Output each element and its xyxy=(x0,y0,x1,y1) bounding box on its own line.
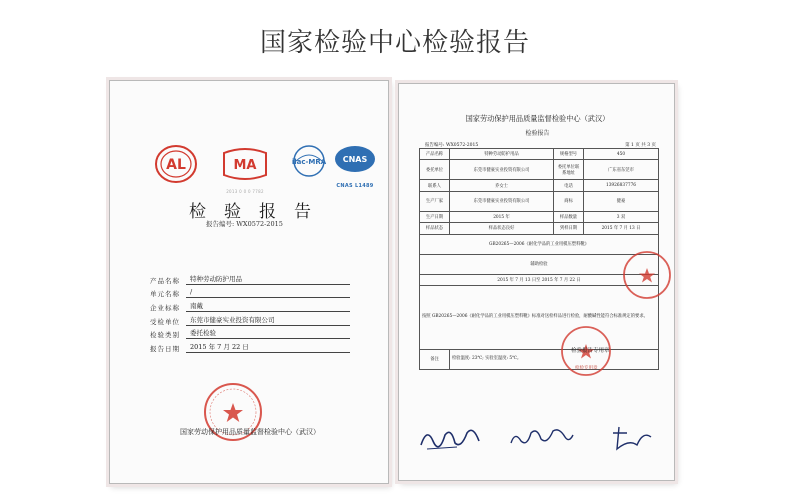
inspector-signature-icon xyxy=(607,423,657,457)
report-title: 检验报告 xyxy=(189,202,329,222)
result-sheet-title: 国家劳动保护用品质量监督检验中心（武汉） xyxy=(465,114,610,123)
field-inspection-type xyxy=(150,326,350,340)
table-cell: 生产厂家 xyxy=(420,191,450,211)
field-client xyxy=(150,312,350,326)
table-cell: 联系人 xyxy=(420,180,450,191)
table-cell-remarks: 检验温度: 23℃; 实验室温度: 5℃。 xyxy=(450,349,659,369)
report-cover-sheet xyxy=(109,80,389,484)
field-value: / xyxy=(186,288,350,298)
page-heading: 国家检验中心检验报告 xyxy=(259,28,530,58)
table-row xyxy=(420,223,659,234)
table-cell: 生产日期 xyxy=(420,211,450,222)
seal-caption-secondary: 检验专用章 xyxy=(575,366,598,371)
field-value: 特种劳动防护用品 xyxy=(186,274,350,285)
field-label: 受检单位 xyxy=(150,317,180,326)
svg-text:MA: MA xyxy=(233,158,257,173)
report-number: 报告编号: WX0572-2015 xyxy=(206,220,283,228)
table-cell: 2015 年 xyxy=(450,211,554,222)
cal-logo-icon xyxy=(152,143,200,185)
table-cell-conclusion: 按照 GB20265—2006《耐化学品的工业用模压塑料靴》标准对送检样品进行检验，耐酸碱性能符合标准规定的要求。 xyxy=(420,285,659,349)
inspection-result-sheet xyxy=(398,83,675,481)
field-label: 检验类别 xyxy=(150,331,180,340)
table-cell: 委托单位 xyxy=(420,160,450,180)
signature-row xyxy=(417,423,667,453)
table-row xyxy=(420,211,659,222)
field-label: 报告日期 xyxy=(150,345,180,354)
field-product-name xyxy=(150,271,350,285)
page-indicator: 第 1 页 共 3 页 xyxy=(625,143,656,148)
table-cell: 13926837776 xyxy=(584,180,659,191)
ilac-mra-logo-icon xyxy=(288,143,330,179)
cma-caption: 2013 0 0 0 7782 xyxy=(226,189,264,194)
table-cell: 健豪 xyxy=(584,191,659,211)
table-cell: 广东省东莞市 xyxy=(584,160,659,180)
approver-signature-icon xyxy=(417,423,487,457)
reviewer-signature-icon xyxy=(507,423,577,457)
field-label: 单元名称 xyxy=(150,290,180,299)
table-cell: 2015 年 7 月 13 日 xyxy=(584,223,659,234)
table-row xyxy=(420,149,659,160)
svg-text:CNAS: CNAS xyxy=(342,155,368,164)
svg-text:ilac-MRA: ilac-MRA xyxy=(291,158,327,166)
seal-caption: 检验报告专用章 xyxy=(571,348,610,354)
table-row xyxy=(420,180,659,191)
cnas-logo-icon xyxy=(332,143,378,179)
field-brand xyxy=(150,298,350,312)
table-row xyxy=(420,160,659,180)
table-cell: 样品状态良好 xyxy=(450,223,554,234)
table-row xyxy=(420,349,659,369)
table-cell-date: 2015 年 7 月 13 日至 2015 年 7 月 22 日 xyxy=(420,274,659,285)
svg-text:AL: AL xyxy=(166,157,186,173)
field-label: 产品名称 xyxy=(150,276,180,285)
field-value: 东莞市健豪实业投资有限公司 xyxy=(186,315,350,326)
result-report-number: 报告编号: WX0572-2015 xyxy=(425,143,479,148)
table-cell: 特种劳动防护用品 xyxy=(450,149,554,160)
table-cell: 商标 xyxy=(554,191,584,211)
table-cell: 东莞市健豪实业投资有限公司 xyxy=(450,191,554,211)
table-cell: 规格型号 xyxy=(554,149,584,160)
table-cell: 电话 xyxy=(554,180,584,191)
result-sheet-subtitle: 检验报告 xyxy=(525,130,550,137)
table-cell: 样品数量 xyxy=(554,211,584,222)
table-cell: 委托单位联系地址 xyxy=(554,160,584,180)
table-cell: 东莞市健豪实业投资有限公司 xyxy=(450,160,554,180)
cma-logo-icon xyxy=(220,143,270,185)
table-cell: 备注 xyxy=(420,349,450,369)
field-label: 企业标称 xyxy=(150,304,180,313)
issuing-authority: 国家劳动保护用品质量监督检验中心（武汉） xyxy=(180,428,320,436)
cnas-caption: CNAS L1489 xyxy=(336,183,374,189)
field-unit-name xyxy=(150,285,350,299)
report-info-fields xyxy=(150,271,350,353)
official-seal-icon xyxy=(621,249,673,301)
table-row xyxy=(420,191,659,211)
table-cell: 产品名称 xyxy=(420,149,450,160)
table-cell-item: 辅助检验 xyxy=(420,254,659,274)
table-cell: 样品状态 xyxy=(420,223,450,234)
table-cell: 3 双 xyxy=(584,211,659,222)
table-cell-standard: GB20265—2006《耐化学品的工业用模压塑料靴》 xyxy=(420,234,659,254)
table-cell: 乔女士 xyxy=(450,180,554,191)
field-value: 委托检验 xyxy=(186,328,350,339)
field-value: 南戴 xyxy=(186,301,350,312)
field-report-date xyxy=(150,339,350,353)
table-cell: 450 xyxy=(584,149,659,160)
field-value: 2015 年 7 月 22 日 xyxy=(186,342,350,353)
table-cell: 到样日期 xyxy=(554,223,584,234)
